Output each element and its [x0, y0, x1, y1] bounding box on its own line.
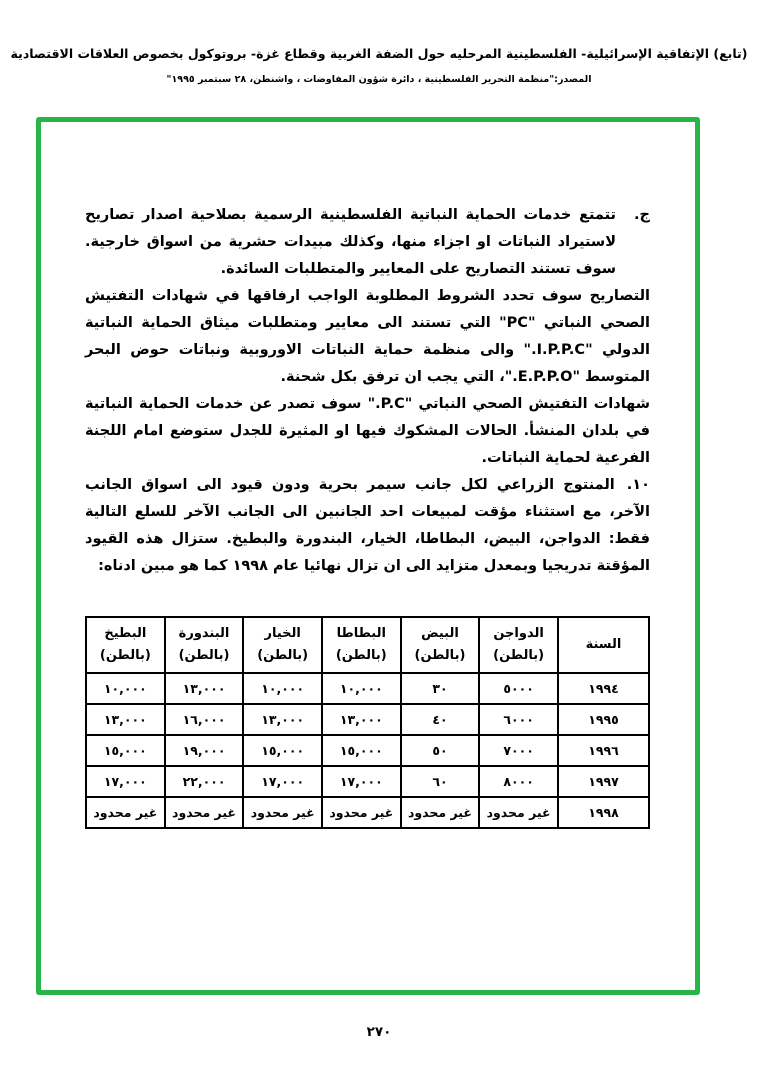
column-unit: (بالطن): [178, 648, 230, 663]
column-title: البندورة: [178, 626, 230, 641]
column-title: البطاطا: [336, 626, 386, 641]
year-cell: ١٩٩٦: [558, 735, 649, 766]
quota-cell: ١٠,٠٠٠: [322, 673, 401, 704]
column-title: البيض: [421, 626, 459, 641]
column-title: الدواجن: [493, 626, 544, 641]
clause-10: [85, 472, 650, 580]
table-header-potatoes: [322, 617, 401, 673]
quota-cell: غير محدود: [86, 797, 165, 828]
quota-cell: ١٧,٠٠٠: [86, 766, 165, 797]
content-frame: [36, 117, 700, 995]
quota-cell: ١٣,٠٠٠: [243, 704, 322, 735]
quota-cell: ٥٠٠٠: [479, 673, 558, 704]
quota-cell: ١٥,٠٠٠: [243, 735, 322, 766]
quota-cell: ٤٠: [401, 704, 480, 735]
quota-cell: غير محدود: [243, 797, 322, 828]
quota-cell: ١٠,٠٠٠: [86, 673, 165, 704]
table-row: [86, 704, 649, 735]
quota-cell: ١٧,٠٠٠: [322, 766, 401, 797]
quota-cell: ٣٠: [401, 673, 480, 704]
quota-cell: ١٣,٠٠٠: [165, 673, 244, 704]
body-text: [41, 122, 695, 829]
paragraph-certificates: شهادات التفتيش الصحي النباتي "P.C." سوف تصدر عن خدمات الحماية النباتية في بلدان المنشأ. الحالات المشكوك فيها او المثيرة للجدل ستوضع امام اللجنة الفرعية لحماية النباتات.: [85, 396, 650, 466]
quota-cell: غير محدود: [165, 797, 244, 828]
page-footer: [0, 1024, 758, 1040]
quota-table-head: [86, 617, 649, 673]
year-cell: ١٩٩٥: [558, 704, 649, 735]
document-source: المصدر:"منظمة التحرير الفلسطينية ، دائرة شؤون المفاوضات ، واشنطن، ٢٨ سبتمبر ١٩٩٥": [166, 74, 592, 85]
document-title: (تابع) الإتفاقية الإسرائيلية- الفلسطينية المرحليه حول الضفة الغربية وقطاع غزة- بروتوكول بخصوص العلاقات الاقتصادية: [10, 46, 748, 61]
column-unit: (بالطن): [493, 648, 545, 663]
quota-cell: ١٥,٠٠٠: [86, 735, 165, 766]
clause-j-marker: ج.: [634, 207, 650, 223]
clause-j: [85, 202, 650, 283]
column-unit: (بالطن): [414, 648, 466, 663]
quota-cell: ٧٠٠٠: [479, 735, 558, 766]
quota-cell: ٥٠: [401, 735, 480, 766]
quota-table: [85, 616, 650, 829]
quota-cell: غير محدود: [479, 797, 558, 828]
column-unit: (بالطن): [335, 648, 387, 663]
clause-10-text: المنتوج الزراعي لكل جانب سيمر بحرية ودون قيود الى اسواق الجانب الآخر، مع استثناء مؤقت لمبيعات احد الجانبين الى الجانب الآخر للسلع التالية فقط: الدواجن، البيض، البطاطا، الخيار، البندورة والبطيخ. ستزال هذه القيود المؤقتة تدريجيا وبمعدل متزايد الى ان تزال نهائيا عام ١٩٩٨ كما هو مبين ادناه:: [85, 477, 650, 574]
year-cell: ١٩٩٧: [558, 766, 649, 797]
quota-cell: ٨٠٠٠: [479, 766, 558, 797]
table-header-eggs: [401, 617, 480, 673]
quota-cell: ٦٠: [401, 766, 480, 797]
quota-cell: ١٦,٠٠٠: [165, 704, 244, 735]
quota-cell: ١٥,٠٠٠: [322, 735, 401, 766]
quota-cell: ١٣,٠٠٠: [86, 704, 165, 735]
quota-cell: ٦٠٠٠: [479, 704, 558, 735]
page-header: [0, 0, 758, 85]
column-unit: (بالطن): [99, 648, 151, 663]
quota-cell: ١٩,٠٠٠: [165, 735, 244, 766]
table-header-tomatoes: [165, 617, 244, 673]
table-row: [86, 735, 649, 766]
quota-cell: غير محدود: [322, 797, 401, 828]
quota-table-body: [86, 673, 649, 828]
paragraph-permits: التصاريح سوف تحدد الشروط المطلوبة الواجب ارفاقها في شهادات التفتيش الصحي النباتي "PC" التي تستند الى معايير ومتطلبات ميثاق الحماية النباتية الدولي "I.P.P.C." والى منظمة حماية النباتات الاوروبية ونباتات حوض البحر المتوسط "E.P.P.O."، التي يجب ان ترفق بكل شحنة.: [85, 288, 650, 385]
year-cell: ١٩٩٤: [558, 673, 649, 704]
table-header-row: [86, 617, 649, 673]
table-row: [86, 766, 649, 797]
column-title: الخيار: [264, 626, 301, 641]
clause-j-text: تتمتع خدمات الحماية النباتية الفلسطينية الرسمية بصلاحية اصدار تصاريح لاستيراد النباتات او اجزاء منها، وكذلك مبيدات حشرية من اسواق خارجية. سوف تستند التصاريح على المعايير والمتطلبات السائدة.: [85, 207, 616, 277]
quota-cell: ٢٢,٠٠٠: [165, 766, 244, 797]
clause-10-marker: ١٠.: [626, 477, 650, 493]
table-header-melons: [86, 617, 165, 673]
quota-cell: ١٣,٠٠٠: [322, 704, 401, 735]
table-header-cucumbers: [243, 617, 322, 673]
page-number: ٢٧٠: [366, 1024, 392, 1040]
year-cell: ١٩٩٨: [558, 797, 649, 828]
column-title: السنة: [585, 637, 622, 652]
table-row: [86, 797, 649, 828]
quota-cell: ١٧,٠٠٠: [243, 766, 322, 797]
table-header-year: [558, 617, 649, 673]
quota-cell: غير محدود: [401, 797, 480, 828]
table-header-poultry: [479, 617, 558, 673]
column-unit: (بالطن): [257, 648, 309, 663]
column-title: البطيخ: [104, 626, 147, 641]
quota-cell: ١٠,٠٠٠: [243, 673, 322, 704]
table-row: [86, 673, 649, 704]
